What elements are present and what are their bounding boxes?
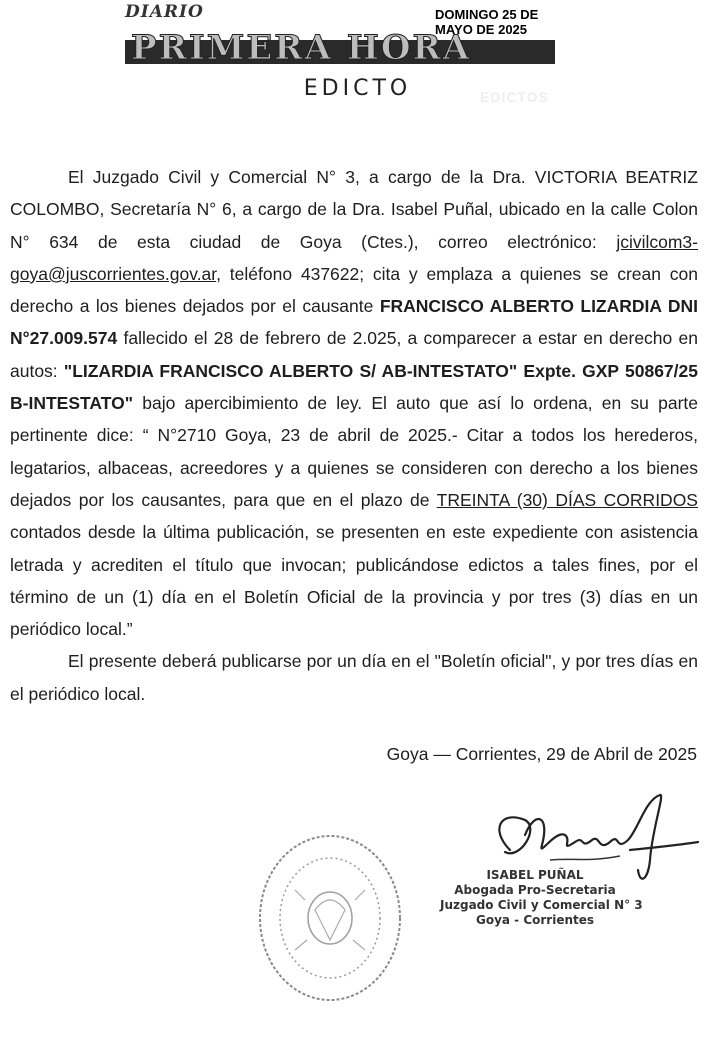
paragraph-publication: El presente deberá publicarse por un día en el "Boletín oficial", y por tres días en el periódico local.: [10, 651, 698, 704]
text-segment: fallecido el 28 de febrero de 2.025, a comparecer a estar en derecho en autos:: [10, 328, 698, 381]
masthead-paper-top: DIARIO: [125, 2, 204, 22]
place-date: Goya — Corrientes, 29 de Abril de 2025: [386, 744, 697, 764]
masthead-section: EDICTOS: [480, 89, 549, 105]
text-segment: bajo apercibimiento de ley. El auto que así lo ordena, en su parte pertinente dice: “ N°2710 Goya, 23 de abril de 2025.- Citar a todos los herederos, legatarios, albaceas, acreedores y a quienes se consideren con derecho a los bienes dejados por los causantes, para que en el plazo de: [10, 393, 698, 510]
document-title: EDICTO: [303, 76, 412, 101]
causante-name: FRANCISCO ALBERTO LIZARDIA DNI N°27.009.574: [10, 296, 698, 349]
paragraph-main: [10, 161, 698, 645]
newspaper-masthead: [125, 0, 555, 105]
text-segment: , teléfono 437622; cita y emplaza a quienes se crean con derecho a los bienes dejados por el causante: [10, 263, 698, 317]
signer-name: ISABEL PUÑAL: [486, 868, 584, 882]
edict-body: [10, 161, 698, 710]
court-seal-icon: [255, 830, 405, 1005]
signer-court: Juzgado Civil y Comercial N° 3: [440, 898, 643, 912]
signer-role: Abogada Pro-Secretaria: [454, 883, 616, 897]
deadline-text: TREINTA (30) DÍAS CORRIDOS: [436, 489, 698, 510]
text-segment: contados desde la última publicación, se presenten en este expediente con asistencia letrada y acrediten el título que invocan; publicándose edictos a tales fines, por el término de un (1) día en el Boletín Oficial de la provincia y por tres (3) días en un periódico local.”: [10, 522, 698, 640]
text-segment: El Juzgado Civil y Comercial N° 3, a cargo de la Dra. VICTORIA BEATRIZ COLOMBO, Secretaría N° 6, a cargo de la Dra. Isabel Puñal, ubicado en la calle Colon N° 634 de esta ciudad de Goya (Ctes.), correo electrónico:: [10, 167, 698, 252]
masthead-date: DOMINGO 25 DE MAYO DE 2025: [435, 7, 539, 37]
masthead-paper-name: PRIMERA HORA: [131, 28, 472, 68]
signature-block: [440, 868, 643, 928]
email-link[interactable]: jcivilcom3-goya@juscorrientes.gov.ar: [10, 231, 698, 284]
case-title: "LIZARDIA FRANCISCO ALBERTO S/ AB-INTESTATO" Expte. GXP 50867/25 B-INTESTATO": [10, 360, 698, 414]
signer-city: Goya - Corrientes: [475, 913, 595, 927]
